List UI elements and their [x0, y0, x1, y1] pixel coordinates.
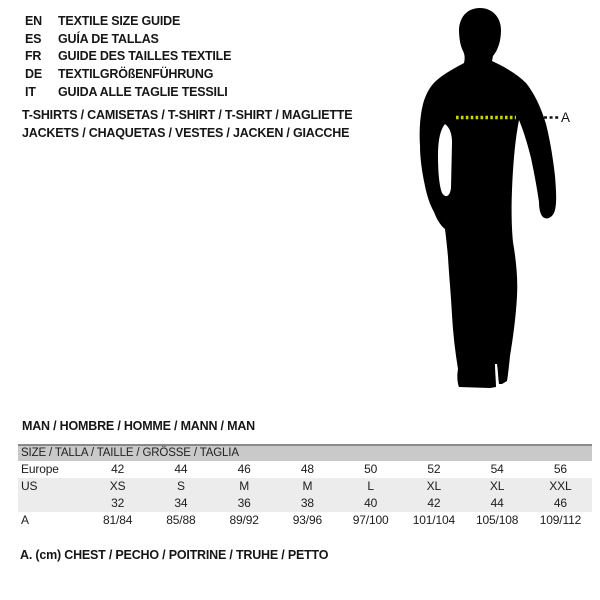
table-cell: 38 — [276, 495, 339, 512]
language-label: GUIDE DES TAILLES TEXTILE — [58, 49, 232, 64]
table-row-us — [18, 478, 592, 495]
language-code: IT — [25, 84, 36, 99]
table-cell: 42 — [402, 495, 465, 512]
language-row — [25, 66, 231, 84]
row-label: A — [21, 513, 29, 527]
table-cell: XL — [402, 478, 465, 495]
man-silhouette-body — [420, 8, 557, 388]
language-label: GUÍA DE TALLAS — [58, 31, 159, 46]
table-cell: 46 — [237, 462, 251, 476]
language-row — [25, 13, 231, 31]
language-row — [25, 84, 231, 102]
table-cell: 93/96 — [292, 513, 323, 527]
garment-categories — [22, 107, 352, 142]
table-cell: 54 — [490, 462, 504, 476]
table-cell: 32 — [86, 495, 149, 512]
table-header-row — [18, 445, 592, 461]
man-silhouette — [400, 0, 600, 400]
table-cell: XS — [86, 478, 149, 495]
table-cell: 97/100 — [352, 513, 389, 527]
table-cell: 44 — [466, 495, 529, 512]
table-cell: 101/104 — [412, 513, 456, 527]
measurement-footnote: A. (cm) CHEST / PECHO / POITRINE / TRUHE / PETTO — [20, 548, 329, 562]
table-cell: 52 — [427, 462, 441, 476]
category-line-tshirts: T-SHIRTS / CAMISETAS / T-SHIRT / T-SHIRT / MAGLIETTE — [22, 108, 353, 122]
language-list — [25, 13, 231, 101]
language-code: ES — [25, 31, 42, 46]
table-cell: 40 — [339, 495, 402, 512]
table-cell: 44 — [174, 462, 188, 476]
row-label: US — [18, 478, 86, 495]
table-cell: XL — [466, 478, 529, 495]
table-cell: 42 — [111, 462, 125, 476]
measurement-label-a: A — [561, 110, 571, 125]
table-cell: L — [339, 478, 402, 495]
table-row-chest-a — [18, 512, 592, 529]
table-cell: S — [149, 478, 212, 495]
table-cell: M — [213, 478, 276, 495]
size-table-header: SIZE / TALLA / TAILLE / GRÖSSE / TAGLIA — [18, 445, 592, 461]
table-cell: 46 — [529, 495, 592, 512]
language-code: EN — [25, 14, 42, 28]
armpit-gap — [438, 124, 452, 196]
language-label: TEXTILGRÖßENFÜHRUNG — [58, 67, 214, 82]
row-label: Europe — [21, 462, 59, 476]
language-label: TEXTILE SIZE GUIDE — [58, 14, 181, 28]
table-cell: 34 — [149, 495, 212, 512]
table-cell: 36 — [213, 495, 276, 512]
table-cell: 85/88 — [166, 513, 196, 527]
table-cell: 81/84 — [102, 513, 133, 527]
table-row-us-numeric — [18, 495, 592, 512]
language-row — [25, 48, 231, 66]
size-table — [18, 444, 592, 529]
table-cell: M — [276, 478, 339, 495]
table-cell: 48 — [300, 462, 314, 476]
language-code: DE — [25, 67, 42, 82]
row-label — [18, 495, 86, 512]
table-cell: 56 — [553, 462, 567, 476]
table-cell: XXL — [529, 478, 592, 495]
language-row — [25, 31, 231, 49]
table-cell: 50 — [364, 462, 378, 476]
table-cell: 109/112 — [539, 513, 582, 527]
table-cell: 105/108 — [475, 513, 519, 527]
language-code: FR — [25, 49, 42, 64]
category-line-jackets: JACKETS / CHAQUETAS / VESTES / JACKEN / GIACCHE — [22, 125, 350, 140]
language-label: GUIDA ALLE TAGLIE TESSILI — [58, 84, 228, 99]
table-row-europe — [18, 461, 592, 478]
table-cell: 89/92 — [229, 513, 259, 527]
section-title: MAN / HOMBRE / HOMME / MANN / MAN — [22, 419, 255, 433]
